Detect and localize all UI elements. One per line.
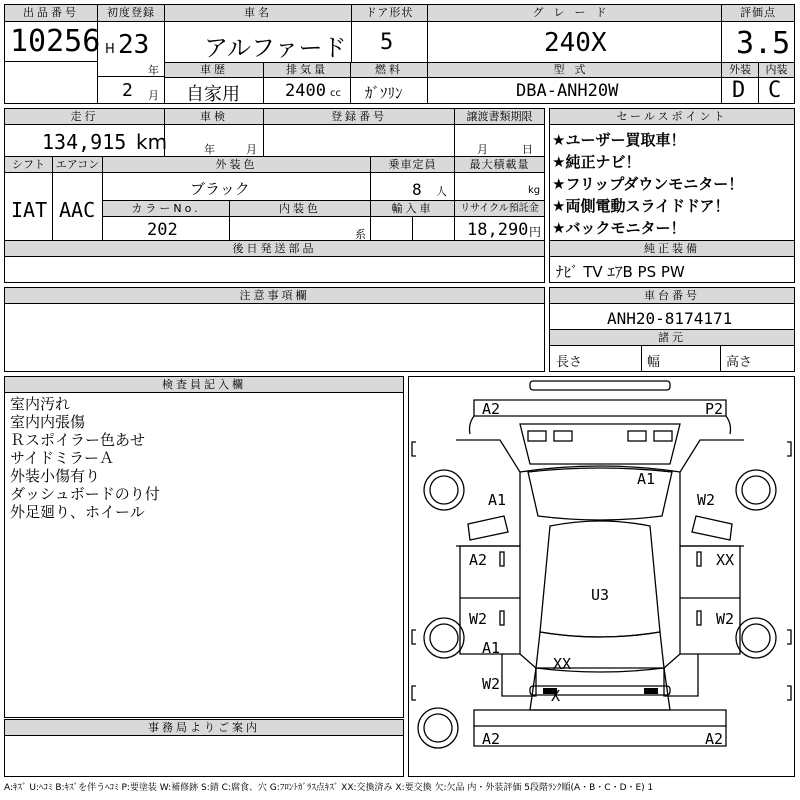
- cc-value: 2400: [285, 81, 326, 101]
- capacity-unit: 人: [436, 185, 447, 198]
- mileage-value: 134,915: [42, 130, 127, 154]
- grade-header: グレード: [428, 5, 721, 21]
- ext-grade: D: [732, 78, 746, 103]
- mileage-header: 走行: [5, 109, 164, 124]
- fuel-value: ｶﾞｿﾘﾝ: [365, 84, 403, 102]
- door-header: ドア形状: [352, 5, 427, 21]
- mark-left-mid: A2: [469, 551, 488, 569]
- lot-header: 出品番号: [5, 5, 97, 21]
- color-header: 外装色: [103, 157, 370, 172]
- mark-roof: U3: [591, 586, 610, 604]
- legend-footer: A:ｷｽﾞ U:ﾍｺﾐ B:ｷｽﾞを伴うﾍｺﾐ P:要塗装 W:補修跡 S:錆 C:腐食、穴 G:ﾌﾛﾝﾄｶﾞﾗｽ点ｷｽﾞ XX:交換済み X:要交換 欠:欠品 内・外装評価 5段階ﾗﾝｸ順(A・B・C・D・E) 1: [4, 783, 654, 793]
- recycle-unit: 円: [529, 225, 542, 239]
- dims-length: 長さ: [556, 355, 583, 370]
- caution-header: 注意事項欄: [5, 288, 544, 303]
- transfer-month-unit: 月: [477, 143, 488, 156]
- cc-header: 排気量: [264, 63, 350, 77]
- mark-right-front: W2: [697, 491, 716, 509]
- reg-month: 2: [122, 80, 133, 101]
- reg-month-unit: 月: [148, 89, 159, 102]
- inspector-note: 外足廻り、ホイール: [10, 503, 145, 521]
- color-value: ブラック: [190, 180, 250, 198]
- grade-value: 240X: [544, 28, 607, 58]
- mark-front-left: A2: [482, 400, 501, 418]
- intcolor-header: 内装色: [230, 201, 370, 216]
- mark-left-rear-door: W2: [469, 610, 488, 628]
- int-grade: C: [768, 78, 782, 103]
- sales-point: ★純正ナビ！: [552, 153, 641, 171]
- inspect-header: 車検: [165, 109, 263, 124]
- mark-left-rear-quarter: A1: [482, 639, 501, 657]
- lot-number: 10256: [10, 24, 101, 59]
- inspect-year-unit: 年: [204, 143, 215, 156]
- ac-value: AAC: [59, 198, 96, 222]
- shift-value: IAT: [11, 198, 48, 222]
- inspector-note: 外装小傷有り: [10, 467, 101, 485]
- sales-points-list: [552, 129, 743, 239]
- office-header: 事務局よりご案内: [5, 720, 403, 735]
- mileage-unit: km: [136, 130, 168, 154]
- reg-era: H: [105, 42, 115, 57]
- sales-point: ★両側電動スライドドア！: [552, 197, 730, 215]
- fuel-header: 燃料: [351, 63, 427, 77]
- int-header: 内装: [759, 63, 794, 77]
- sales-point: ★フリップダウンモニター！: [552, 175, 744, 193]
- reg-year-unit: 年: [148, 64, 159, 77]
- ext-header: 外装: [722, 63, 758, 77]
- mark-front-right: P2: [705, 400, 724, 418]
- inspector-note: 室内内張傷: [10, 413, 86, 431]
- door-value: 5: [380, 30, 394, 55]
- chassis-value: ANH20-8174171: [607, 309, 733, 328]
- inspector-note: ダッシュボードのり付: [10, 485, 160, 503]
- dims-width: 幅: [647, 355, 661, 370]
- intcolor-unit: 系: [355, 228, 366, 241]
- colorno-value: 202: [147, 220, 178, 240]
- score-header: 評価点: [722, 5, 794, 21]
- transfer-day-unit: 日: [522, 143, 533, 156]
- shift-header: シフト: [5, 157, 52, 172]
- equip-header: 純正装備: [550, 241, 794, 256]
- chassis-header: 車台番号: [550, 288, 794, 303]
- mark-right-mid: XX: [716, 551, 735, 569]
- inspector-note: Ｒスポイラー色あせ: [10, 431, 146, 449]
- sales-point: ★ユーザー買取車！: [552, 131, 686, 149]
- model-header: 型式: [428, 63, 721, 77]
- mark-rear-right: A2: [705, 730, 724, 748]
- score-value: 3.5: [736, 26, 791, 61]
- plate-header: 登録番号: [264, 109, 454, 124]
- transfer-header: 譲渡書類期限: [455, 109, 544, 124]
- recycle-header: リサイクル預託金: [455, 201, 544, 216]
- inspector-note: 室内汚れ: [10, 395, 71, 413]
- import-header: 輸入車: [371, 201, 454, 216]
- model-value: DBA-ANH20W: [516, 81, 619, 101]
- mark-right-rear-door: W2: [716, 610, 735, 628]
- recycle-value: 18,290: [467, 220, 529, 240]
- equip-value: ﾅﾋﾞ TV ｴｱB PS PW: [556, 263, 685, 281]
- load-unit: kg: [528, 185, 541, 196]
- history-header: 車歴: [165, 63, 263, 77]
- reg-year: 23: [118, 30, 150, 60]
- name-header: 車名: [165, 5, 351, 21]
- car-name: アルファード: [204, 34, 347, 62]
- colorno-header: カラーNo.: [103, 201, 229, 216]
- car-diagram: [408, 376, 795, 777]
- inspector-header: 検査員記入欄: [5, 377, 403, 392]
- ac-header: エアコン: [53, 157, 102, 172]
- inspector-note: サイドミラーＡ: [10, 449, 114, 467]
- mark-hood: A1: [637, 470, 656, 488]
- dims-height: 高さ: [726, 355, 753, 370]
- mark-left-front: A1: [488, 491, 507, 509]
- capacity-value: 8: [412, 180, 422, 199]
- load-header: 最大積載量: [455, 157, 544, 172]
- cc-unit: cc: [330, 88, 341, 99]
- mark-rear-left: A2: [482, 730, 501, 748]
- sales-header: セールスポイント: [550, 109, 794, 124]
- sales-point: ★バックモニター！: [552, 219, 686, 237]
- mark-rear-x: X: [551, 687, 561, 705]
- reg-header: 初度登録: [98, 5, 164, 21]
- later-parts-header: 後日発送部品: [5, 241, 544, 256]
- mark-left-rear: W2: [482, 675, 501, 693]
- inspect-month-unit: 月: [246, 143, 257, 156]
- inspector-notes: [10, 395, 160, 521]
- dims-header: 諸元: [550, 330, 794, 345]
- capacity-header: 乗車定員: [371, 157, 454, 172]
- history-value: 自家用: [186, 84, 240, 105]
- mark-tailgate: XX: [553, 655, 572, 673]
